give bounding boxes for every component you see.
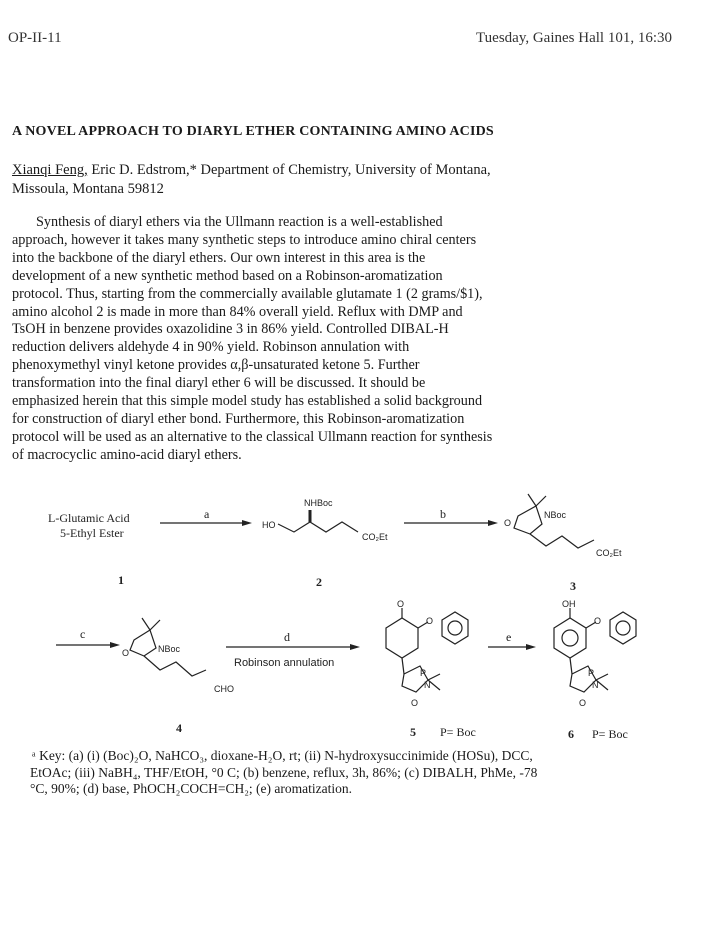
- arrow-d-label: d: [284, 630, 290, 644]
- nboc-label-3: NBoc: [544, 510, 567, 520]
- authors-affiliation: Eric D. Edstrom,* Department of Chemistry, University of Montana,: [87, 162, 491, 178]
- session-code: OP-II-11: [8, 30, 62, 46]
- abstract-line: reduction delivers aldehyde 4 in 90% yield. Robinson annulation with: [12, 339, 410, 356]
- abstract-line: development of a new synthetic method based on a Robinson-aromatization: [12, 267, 443, 284]
- compound-6-label: 6: [568, 727, 574, 741]
- session-info: Tuesday, Gaines Hall 101, 16:30: [476, 30, 672, 46]
- compound-5-label: 5: [410, 725, 416, 739]
- abstract-line: of macrocyclic amino-acid diaryl ethers.: [12, 446, 242, 463]
- compound-2-label: 2: [316, 575, 322, 589]
- oxazolidine-o-label-3: O: [504, 518, 512, 528]
- arrow-e-head: [526, 644, 536, 650]
- ho-label: HO: [262, 520, 276, 530]
- arrow-c-label: c: [80, 627, 86, 641]
- arrow-b-label: b: [440, 507, 446, 521]
- n-label-6: N: [592, 680, 599, 690]
- abstract-line: emphasized herein that this simple model study has established a solid background: [12, 393, 483, 410]
- abstract-line: protocol will be used as an alternative to the classical Ullmann reaction for synthesis: [12, 428, 493, 445]
- authors-address: Missoula, Montana 59812: [12, 181, 164, 197]
- nhboc-label: NHBoc: [304, 498, 333, 508]
- cho-label: CHO: [214, 684, 234, 694]
- ring-o-label-6: O: [579, 698, 587, 708]
- compound-3-label: 3: [570, 579, 576, 593]
- presenter-name: Xianqi Feng,: [12, 162, 88, 178]
- key-line: ᵃ Key: (a) (i) (Boc)₂O, NaHCO₃, dioxane-H₂O, rt; (ii) N-hydroxysuccinimide (HOSu), DCC,: [32, 748, 533, 763]
- compound-1-label: 1: [118, 573, 124, 587]
- key-line: EtOAc; (iii) NaBH₄, THF/EtOH, °0 C; (b) benzene, reflux, 3h, 86%; (c) DIBALH, PhMe, -78: [30, 764, 538, 780]
- ketone-o-label: O: [397, 599, 405, 609]
- authors-block: [12, 161, 672, 199]
- arrow-c-head: [110, 642, 120, 648]
- p-label-5: P: [420, 668, 427, 678]
- compound-5-structure: [386, 599, 468, 708]
- compound-3-structure: [504, 494, 622, 558]
- abstract-line: into the backbone of the diaryl ethers. Our own interest in this area is the: [12, 249, 426, 266]
- compound-2-structure: [262, 498, 388, 542]
- arrow-d-head: [350, 644, 360, 650]
- abstract-line: phenoxymethyl vinyl ketone provides α,β-unsaturated ketone 5. Further: [12, 357, 420, 374]
- ether-o-label-5: O: [426, 616, 434, 626]
- arrow-d-caption: Robinson annulation: [234, 657, 335, 669]
- ring-o-label-5: O: [411, 698, 419, 708]
- compound-4-structure: [122, 618, 234, 694]
- start-material-line1: L-Glutamic Acid: [48, 511, 130, 525]
- key-line: °C, 90%; (d) base, PhOCH₂COCH=CH₂; (e) aromatization.: [30, 781, 353, 796]
- reagent-key: [32, 748, 672, 798]
- compound-6-protecting-group: P= Boc: [592, 727, 628, 741]
- compound-5-protecting-group: P= Boc: [440, 725, 476, 739]
- ether-o-label-6: O: [594, 616, 602, 626]
- arrow-a-head: [242, 520, 252, 526]
- nboc-label-4: NBoc: [158, 644, 181, 654]
- arrow-a-label: a: [204, 507, 210, 521]
- oh-label: OH: [562, 599, 576, 609]
- co2et-label-2: CO₂Et: [362, 532, 388, 542]
- compound-4-label: 4: [176, 721, 182, 735]
- arrow-e-label: e: [506, 630, 512, 644]
- abstract-line: protocol. Thus, starting from the commercially available glutamate 1 (2 grams/$1),: [12, 285, 483, 302]
- compound-6-structure: [554, 599, 636, 708]
- abstract-line: TsOH in benzene provides oxazolidine 3 in 86% yield. Controlled DIBAL-H: [12, 321, 449, 338]
- n-label-5: N: [424, 680, 431, 690]
- abstract-title: A NOVEL APPROACH TO DIARYL ETHER CONTAINING AMINO ACIDS: [12, 124, 494, 139]
- start-material-line2: 5-Ethyl Ester: [60, 526, 124, 540]
- abstract-line: transformation into the final diaryl ether 6 will be discussed. It should be: [12, 375, 426, 392]
- p-label-6: P: [588, 668, 595, 678]
- abstract-line: Synthesis of diaryl ethers via the Ullmann reaction is a well-established: [36, 214, 443, 230]
- co2et-label-3: CO₂Et: [596, 548, 622, 558]
- reaction-scheme: [0, 480, 704, 745]
- abstract-line: approach, however it takes many synthetic steps to introduce amino chiral centers: [12, 231, 477, 248]
- arrow-b-head: [488, 520, 498, 526]
- abstract-line: for construction of diaryl ether bond. Furthermore, this Robinson-aromatization: [12, 410, 465, 427]
- oxazolidine-o-label-4: O: [122, 648, 130, 658]
- abstract-line: amino alcohol 2 is made in more than 84% overall yield. Reflux with DMP and: [12, 303, 463, 320]
- abstract-body: [12, 214, 662, 465]
